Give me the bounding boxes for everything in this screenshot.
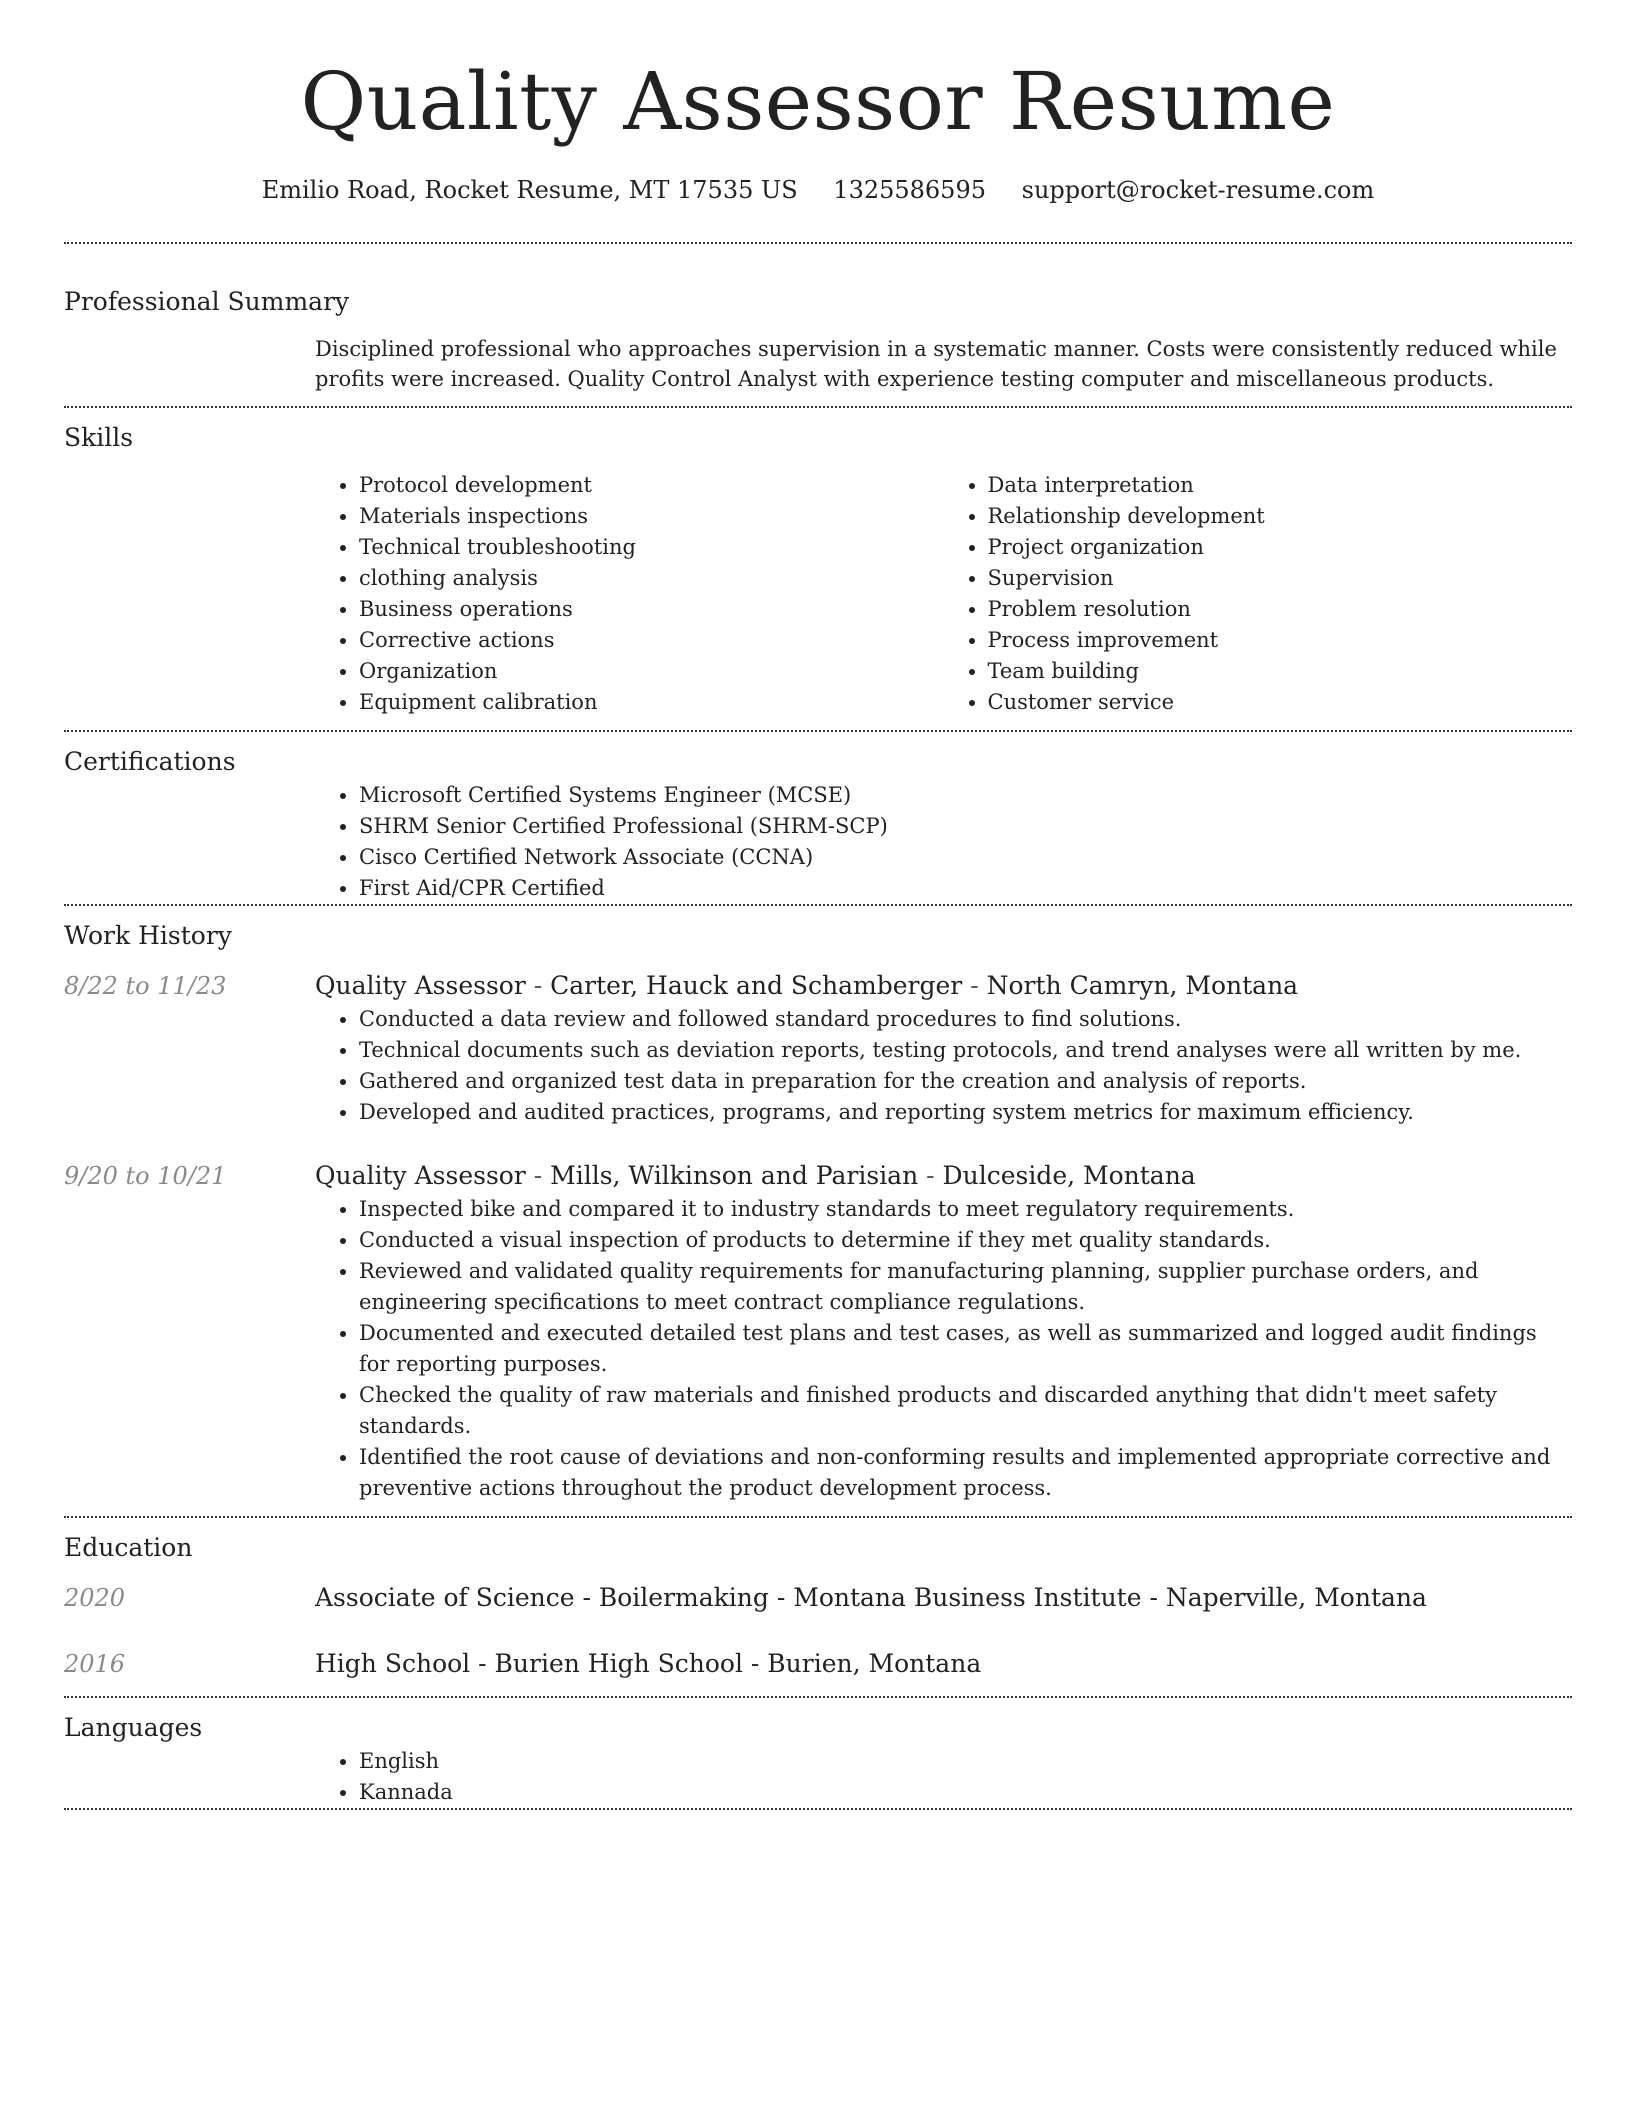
section-certifications [64, 732, 1572, 904]
education-details: - Boilermaking - Montana Business Institute - Naperville, Montana [574, 1583, 1427, 1612]
list-item: • First Aid/CPR Certified [359, 873, 1572, 904]
list-item: • Process improvement [988, 625, 1573, 656]
contact-phone: 1325586595 [833, 176, 986, 204]
section-languages [64, 1698, 1572, 1808]
certifications-list [315, 780, 1572, 904]
list-item: • Technical troubleshooting [359, 532, 944, 563]
list-item: • Equipment calibration [359, 687, 944, 718]
list-item: • Cisco Certified Network Associate (CCNA) [359, 842, 1572, 873]
section-education [64, 1518, 1572, 1682]
list-item: • Gathered and organized test data in preparation for the creation and analysis of reports. [359, 1066, 1572, 1097]
skills-list-right [944, 470, 1573, 718]
education-degree: High School [315, 1649, 471, 1678]
education-entry [64, 1646, 1572, 1682]
list-item: • Team building [988, 656, 1573, 687]
education-year: 2016 [64, 1650, 126, 1678]
job-entry [64, 968, 1572, 1128]
list-item: • Materials inspections [359, 501, 944, 532]
education-degree: Associate of Science [315, 1583, 575, 1612]
section-heading-certifications: Certifications [64, 747, 236, 776]
job-dates: 9/20 to 10/21 [64, 1162, 227, 1190]
list-item: • Organization [359, 656, 944, 687]
education-entry [64, 1580, 1572, 1616]
section-heading-skills: Skills [64, 423, 134, 452]
summary-text: Disciplined professional who approaches supervision in a systematic manner. Costs were consistently reduced while profits were increased. Quality Control Analyst with experience testing computer and miscellaneous products. [315, 337, 1557, 391]
list-item: • SHRM Senior Certified Professional (SHRM-SCP) [359, 811, 1572, 842]
job-entry [64, 1158, 1572, 1516]
section-heading-education: Education [64, 1533, 193, 1562]
section-heading-work: Work History [64, 921, 232, 950]
list-item: • Project organization [988, 532, 1573, 563]
list-item: • Data interpretation [988, 470, 1573, 501]
list-item: • Protocol development [359, 470, 944, 501]
section-skills [64, 408, 1572, 718]
languages-list [315, 1746, 1572, 1808]
list-item: • Technical documents such as deviation reports, testing protocols, and trend analyses were all written by me. [359, 1035, 1572, 1066]
section-heading-languages: Languages [64, 1713, 203, 1742]
list-item: • Reviewed and validated quality requirements for manufacturing planning, supplier purchase orders, and engineering specifications to meet contract compliance regulations. [359, 1256, 1572, 1318]
section-work-history [64, 906, 1572, 1516]
list-item: • Microsoft Certified Systems Engineer (MCSE) [359, 780, 1572, 811]
job-bullets [315, 1004, 1572, 1128]
list-item: • English [359, 1746, 1572, 1777]
education-details: - Burien High School - Burien, Montana [470, 1649, 982, 1678]
list-item: • Relationship development [988, 501, 1573, 532]
list-item: • Supervision [988, 563, 1573, 594]
section-heading-summary: Professional Summary [64, 287, 350, 316]
job-heading: Quality Assessor - Mills, Wilkinson and Parisian - Dulceside, Montana [315, 1161, 1196, 1190]
job-heading: Quality Assessor - Carter, Hauck and Schamberger - North Camryn, Montana [315, 971, 1299, 1000]
contact-email: support@rocket-resume.com [1021, 176, 1375, 204]
section-divider [64, 1808, 1572, 1810]
list-item: • Documented and executed detailed test plans and test cases, as well as summarized and logged audit findings for reporting purposes. [359, 1318, 1572, 1380]
job-dates: 8/22 to 11/23 [64, 972, 227, 1000]
list-item: • Inspected bike and compared it to industry standards to meet regulatory requirements. [359, 1194, 1572, 1225]
section-summary [64, 244, 1572, 394]
job-company: Carter, Hauck and Schamberger [550, 971, 963, 1000]
list-item: • Business operations [359, 594, 944, 625]
job-title: Quality Assessor [315, 1161, 526, 1190]
resume-content [64, 0, 1572, 1810]
list-item: • Kannada [359, 1777, 1572, 1808]
job-company: Mills, Wilkinson and Parisian [550, 1161, 919, 1190]
page-title: Quality Assessor Resume [300, 55, 1336, 148]
job-bullets [315, 1194, 1572, 1504]
list-item: • clothing analysis [359, 563, 944, 594]
contact-line [64, 172, 1572, 208]
skills-list-left [315, 470, 944, 718]
list-item: • Conducted a data review and followed standard procedures to find solutions. [359, 1004, 1572, 1035]
list-item: • Checked the quality of raw materials and finished products and discarded anything that didn't meet safety standards. [359, 1380, 1572, 1442]
list-item: • Corrective actions [359, 625, 944, 656]
education-year: 2020 [64, 1584, 126, 1612]
contact-address: Emilio Road, Rocket Resume, MT 17535 US [261, 176, 798, 204]
list-item: • Conducted a visual inspection of products to determine if they met quality standards. [359, 1225, 1572, 1256]
job-location: Dulceside, Montana [942, 1161, 1196, 1190]
list-item: • Identified the root cause of deviations and non-conforming results and implemented appropriate corrective and preventive actions throughout the product development process. [359, 1442, 1572, 1504]
job-title: Quality Assessor [315, 971, 526, 1000]
list-item: • Problem resolution [988, 594, 1573, 625]
list-item: • Customer service [988, 687, 1573, 718]
job-location: North Camryn, Montana [986, 971, 1299, 1000]
list-item: • Developed and audited practices, programs, and reporting system metrics for maximum efficiency. [359, 1097, 1572, 1128]
